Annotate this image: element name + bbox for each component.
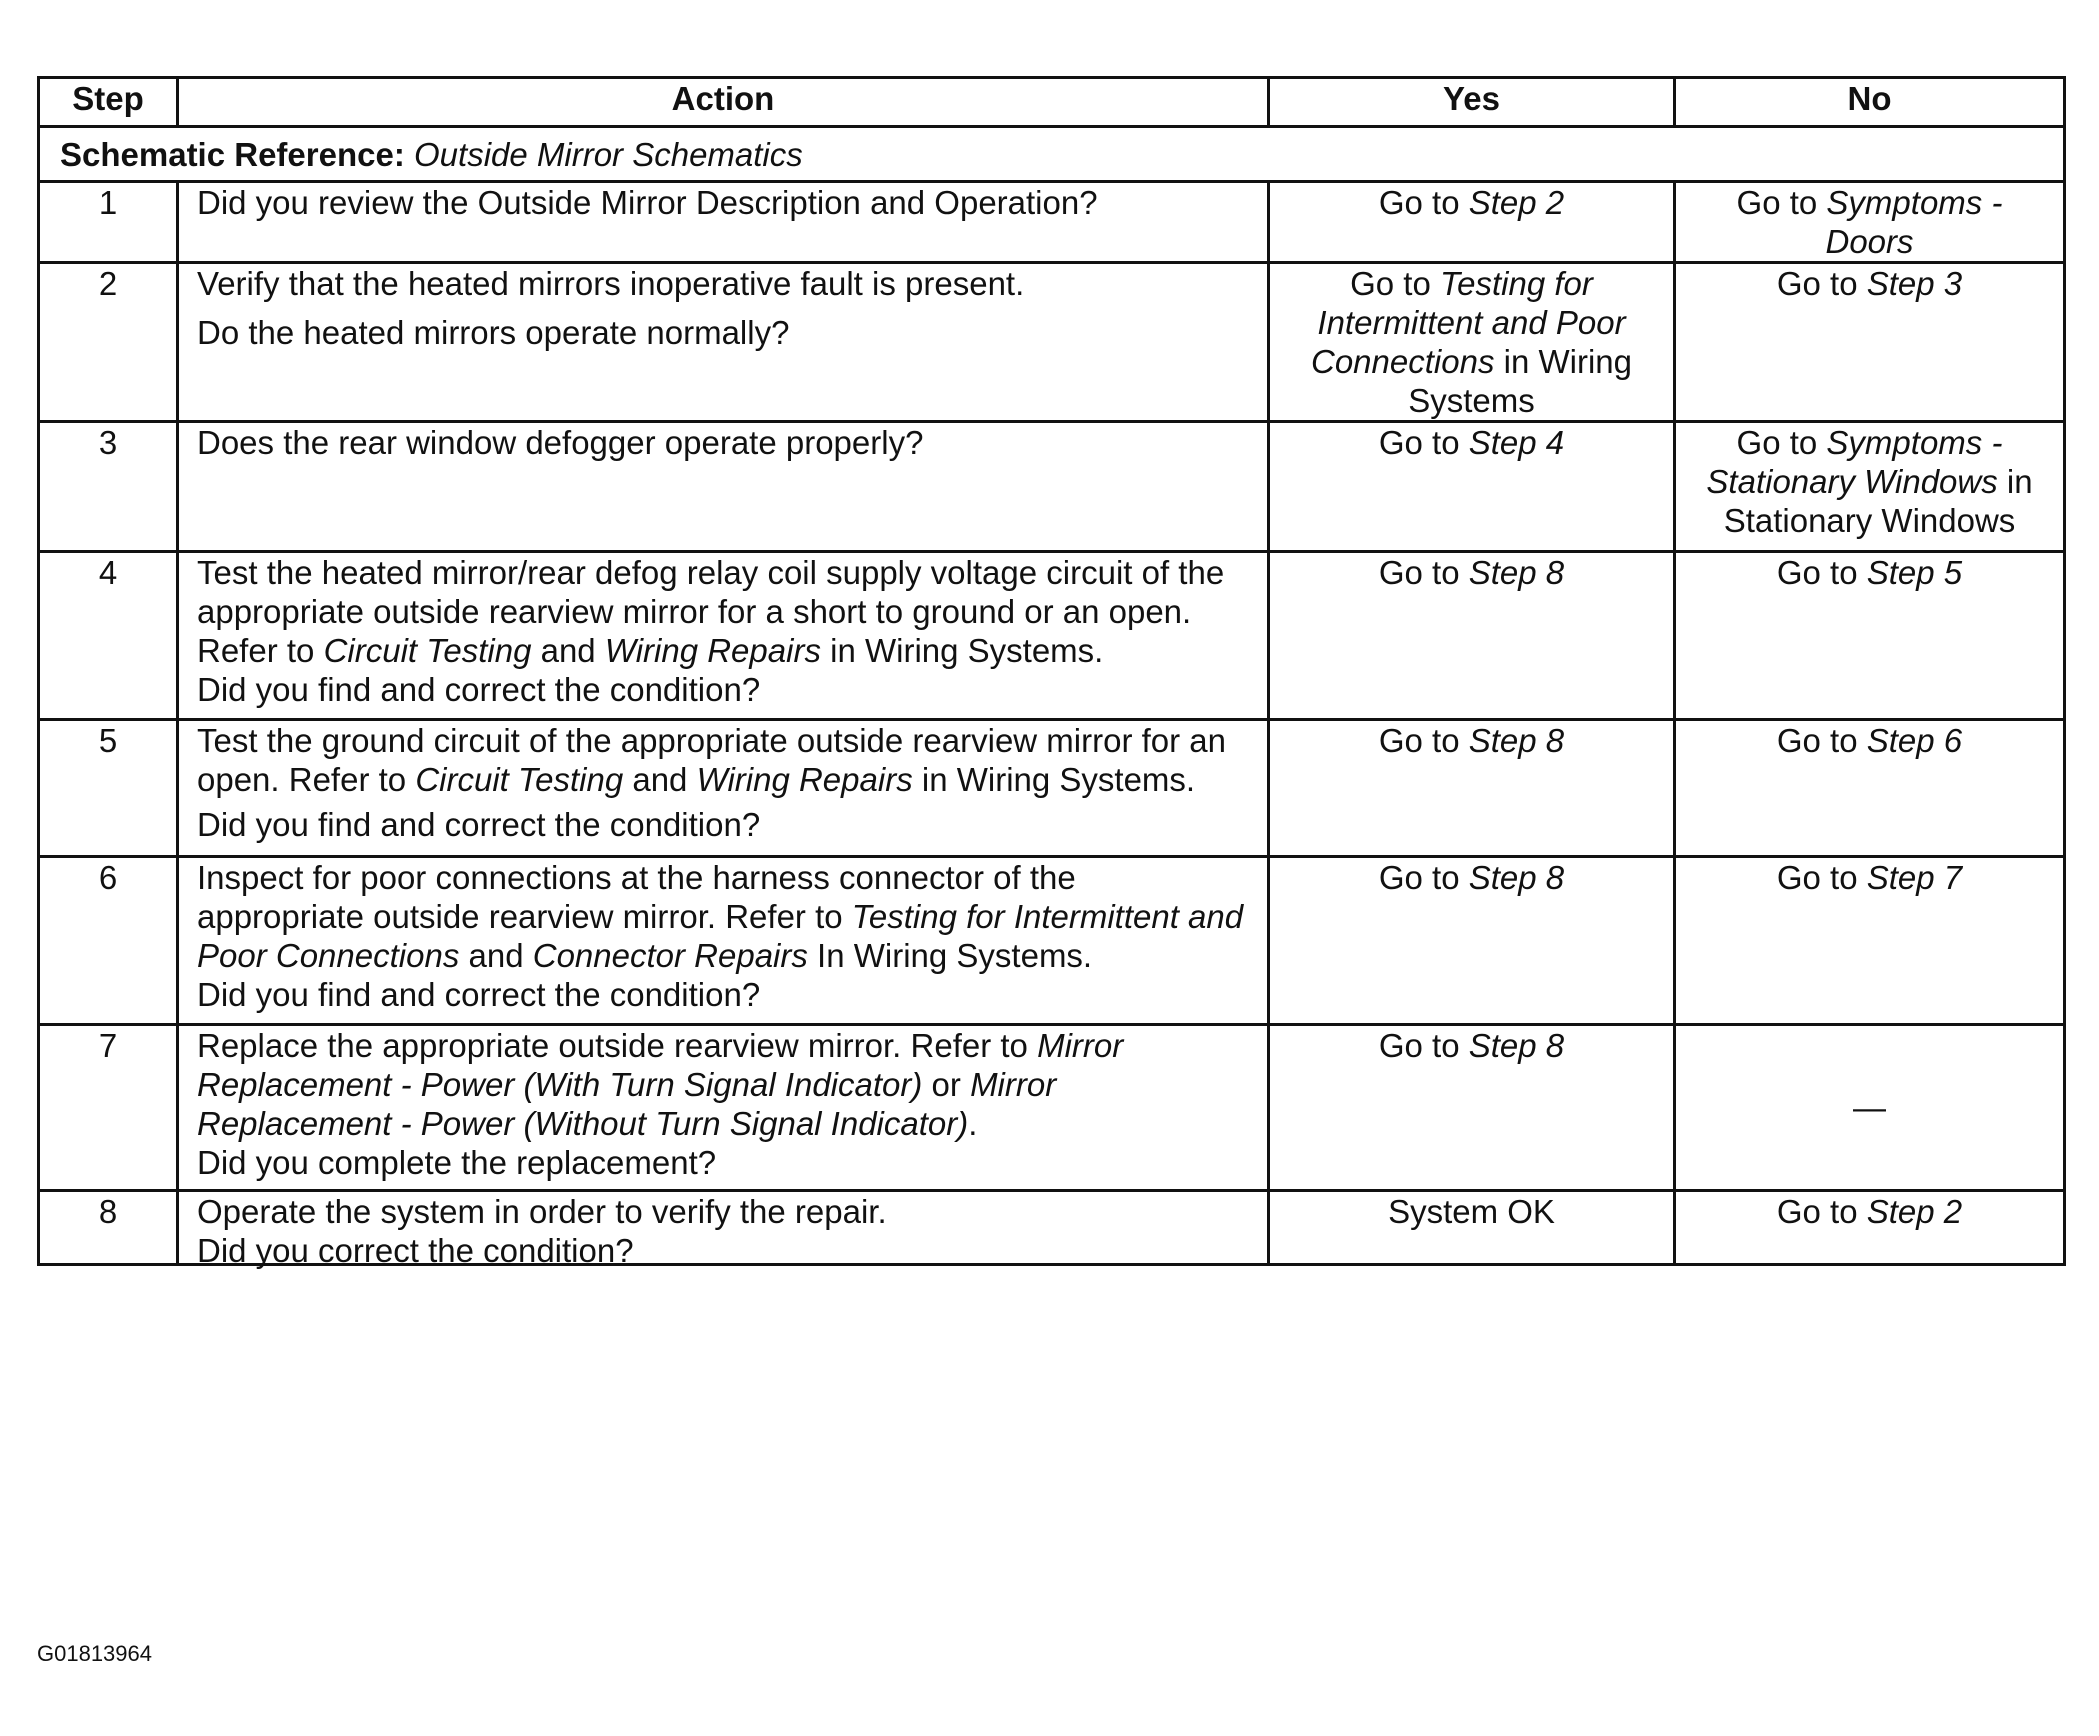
italic-reference: Wiring Repairs xyxy=(604,632,821,669)
italic-reference: Step 2 xyxy=(1468,184,1565,221)
table-row xyxy=(39,263,2065,422)
italic-reference: Symptoms - Doors xyxy=(1825,184,2003,260)
action-instruction: Did you review the Outside Mirror Description and Operation? xyxy=(197,184,1098,221)
no-cell: Go to Step 7 xyxy=(1675,857,2065,1025)
yes-cell: Go to Step 8 xyxy=(1269,720,1675,857)
yes-cell: Go to Step 8 xyxy=(1269,1025,1675,1191)
figure-id: G01813964 xyxy=(37,1641,152,1666)
table-row xyxy=(39,857,2065,1025)
italic-reference: Circuit Testing xyxy=(323,632,532,669)
step-number: 1 xyxy=(39,182,178,263)
step-number: 2 xyxy=(39,263,178,422)
schematic-reference-row xyxy=(39,127,2065,182)
action-cell xyxy=(178,422,1269,552)
step-number: 6 xyxy=(39,857,178,1025)
no-cell: Go to Step 6 xyxy=(1675,720,2065,857)
action-cell xyxy=(178,720,1269,857)
italic-reference: Step 3 xyxy=(1866,265,1963,302)
action-cell xyxy=(178,182,1269,263)
italic-reference: Testing for Intermittent and Poor Connections xyxy=(1311,265,1626,380)
action-instruction: Test the ground circuit of the appropriate outside rearview mirror for an open. Refer to Circuit Testing and Wiring Repairs in Wiring Systems. xyxy=(197,722,1226,798)
yes-cell: Go to Step 8 xyxy=(1269,857,1675,1025)
italic-reference: Step 8 xyxy=(1468,1027,1565,1064)
table-row xyxy=(39,1025,2065,1191)
action-question: Do the heated mirrors operate normally? xyxy=(197,314,790,351)
action-instruction: Inspect for poor connections at the harness connector of the appropriate outside rearview mirror. Refer to Testing for Intermittent and Poor Connections and Connector Repairs In Wiring Systems. xyxy=(197,859,1244,974)
italic-reference: Mirror Replacement - Power (Without Turn Signal Indicator) xyxy=(197,1066,1057,1142)
schematic-reference-label: Schematic Reference: xyxy=(60,135,405,173)
italic-reference: Step 8 xyxy=(1468,722,1565,759)
header-yes: Yes xyxy=(1269,78,1675,127)
action-cell xyxy=(178,857,1269,1025)
action-cell xyxy=(178,1191,1269,1269)
action-question: Did you find and correct the condition? xyxy=(197,806,761,843)
action-cell xyxy=(178,263,1269,422)
italic-reference: Step 5 xyxy=(1866,554,1963,591)
schematic-reference-value: Outside Mirror Schematics xyxy=(414,135,803,173)
italic-reference: Symptoms - Stationary Windows xyxy=(1706,424,2003,500)
yes-cell: Go to Step 2 xyxy=(1269,182,1675,263)
header-action: Action xyxy=(178,78,1269,127)
action-question: Did you complete the replacement? xyxy=(197,1144,717,1181)
header-row xyxy=(39,78,2065,127)
action-instruction: Operate the system in order to verify the repair. xyxy=(197,1193,887,1230)
no-cell: Go to Step 3 xyxy=(1675,263,2065,422)
italic-reference: Step 8 xyxy=(1468,859,1565,896)
step-number: 7 xyxy=(39,1025,178,1191)
no-cell: Go to Step 5 xyxy=(1675,552,2065,720)
table-row xyxy=(39,422,2065,552)
italic-reference: Mirror Replacement - Power (With Turn Signal Indicator) xyxy=(197,1027,1124,1103)
action-instruction: Test the heated mirror/rear defog relay coil supply voltage circuit of the appropriate outside rearview mirror for a short to ground or an open. Refer to Circuit Testing and Wiring Repairs in Wiring Systems. xyxy=(197,554,1225,669)
table-row xyxy=(39,720,2065,857)
yes-cell: Go to Step 8 xyxy=(1269,552,1675,720)
table-row xyxy=(39,552,2065,720)
italic-reference: Step 4 xyxy=(1468,424,1565,461)
schematic-reference xyxy=(39,127,2065,182)
italic-reference: Step 7 xyxy=(1866,859,1963,896)
table-row xyxy=(39,182,2065,263)
step-number: 5 xyxy=(39,720,178,857)
diagnostic-table xyxy=(37,76,2066,1269)
action-instruction: Verify that the heated mirrors inoperative fault is present. xyxy=(197,265,1025,302)
no-cell: Go to Step 2 xyxy=(1675,1191,2065,1265)
no-cell: — xyxy=(1675,1025,2065,1191)
action-question: Did you correct the condition? xyxy=(197,1232,634,1269)
step-number: 8 xyxy=(39,1191,178,1265)
no-cell: Go to Symptoms - Doors xyxy=(1675,182,2065,263)
italic-reference: Step 2 xyxy=(1866,1193,1963,1230)
header-no: No xyxy=(1675,78,2065,127)
italic-reference: Connector Repairs xyxy=(532,937,808,974)
italic-reference: Circuit Testing xyxy=(415,761,624,798)
action-instruction: Replace the appropriate outside rearview mirror. Refer to Mirror Replacement - Power (With Turn Signal Indicator) or Mirror Replacement - Power (Without Turn Signal Indicator). xyxy=(197,1027,1124,1142)
header-step: Step xyxy=(39,78,178,127)
action-instruction: Does the rear window defogger operate properly? xyxy=(197,424,924,461)
yes-cell: Go to Step 4 xyxy=(1269,422,1675,552)
action-cell xyxy=(178,1025,1269,1191)
italic-reference: Step 6 xyxy=(1866,722,1963,759)
action-question: Did you find and correct the condition? xyxy=(197,671,761,708)
step-number: 4 xyxy=(39,552,178,720)
table-row xyxy=(39,1191,2065,1265)
step-number: 3 xyxy=(39,422,178,552)
italic-reference: Step 8 xyxy=(1468,554,1565,591)
italic-reference: Testing for Intermittent and Poor Connections xyxy=(197,898,1244,974)
italic-reference: Wiring Repairs xyxy=(696,761,913,798)
action-question: Did you find and correct the condition? xyxy=(197,976,761,1013)
yes-cell: System OK xyxy=(1269,1191,1675,1265)
yes-cell: Go to Testing for Intermittent and Poor Connections in Wiring Systems xyxy=(1269,263,1675,422)
action-cell xyxy=(178,552,1269,720)
no-cell: Go to Symptoms - Stationary Windows in Stationary Windows xyxy=(1675,422,2065,552)
